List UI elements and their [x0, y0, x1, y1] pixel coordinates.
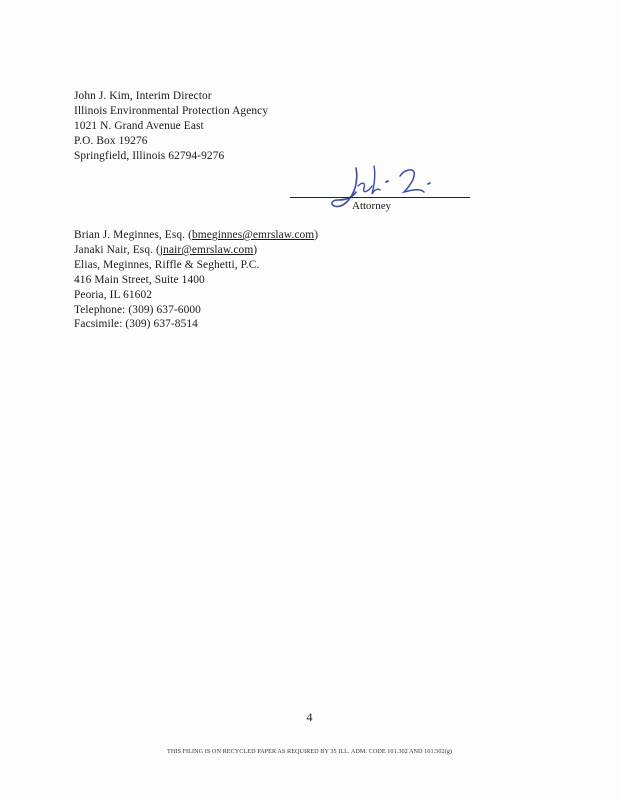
addressee-city-state-zip: Springfield, Illinois 62794-9276: [74, 150, 225, 163]
law-firm-name: Elias, Meginnes, Riffle & Seghetti, P.C.: [74, 258, 260, 271]
law-firm-city-state-zip: Peoria, IL 61602: [74, 288, 153, 301]
signature-block: [290, 160, 472, 216]
attorney-1-email-link[interactable]: bmeginnes@emrslaw.com: [191, 229, 315, 241]
page-number: 4: [306, 710, 313, 724]
attorney-1-line: [74, 228, 318, 243]
attorney-2-name: Janaki Nair, Esq. (: [74, 243, 160, 256]
law-firm-street: 416 Main Street, Suite 1400: [74, 273, 205, 286]
attorney-2-email-link[interactable]: jnair@emrslaw.com: [159, 243, 254, 256]
addressee-name-title: John J. Kim, Interim Director: [74, 90, 212, 102]
attorney-1-close-paren: ): [314, 229, 319, 241]
signature-line: [290, 197, 470, 198]
law-firm-facsimile: Facsimile: (309) 637-8514: [74, 318, 198, 331]
counsel-block: [74, 228, 318, 332]
addressee-po-box: P.O. Box 19276: [74, 135, 148, 148]
addressee-organization: Illinois Environmental Protection Agency: [74, 105, 269, 118]
attorney-1-name: Brian J. Meginnes, Esq. (: [74, 229, 192, 241]
addressee-street: 1021 N. Grand Avenue East: [74, 120, 204, 133]
recycled-paper-footer: THIS FILING IS ON RECYCLED PAPER AS REQUIRED BY 35 ILL. ADM. CODE 101.302 AND 101.502(g): [167, 748, 452, 755]
attorney-2-line: [74, 243, 318, 258]
addressee-block: [74, 89, 268, 164]
law-firm-telephone: Telephone: (309) 637-6000: [74, 303, 201, 316]
attorney-2-close-paren: ): [253, 243, 258, 256]
signature-caption: Attorney: [352, 200, 392, 212]
